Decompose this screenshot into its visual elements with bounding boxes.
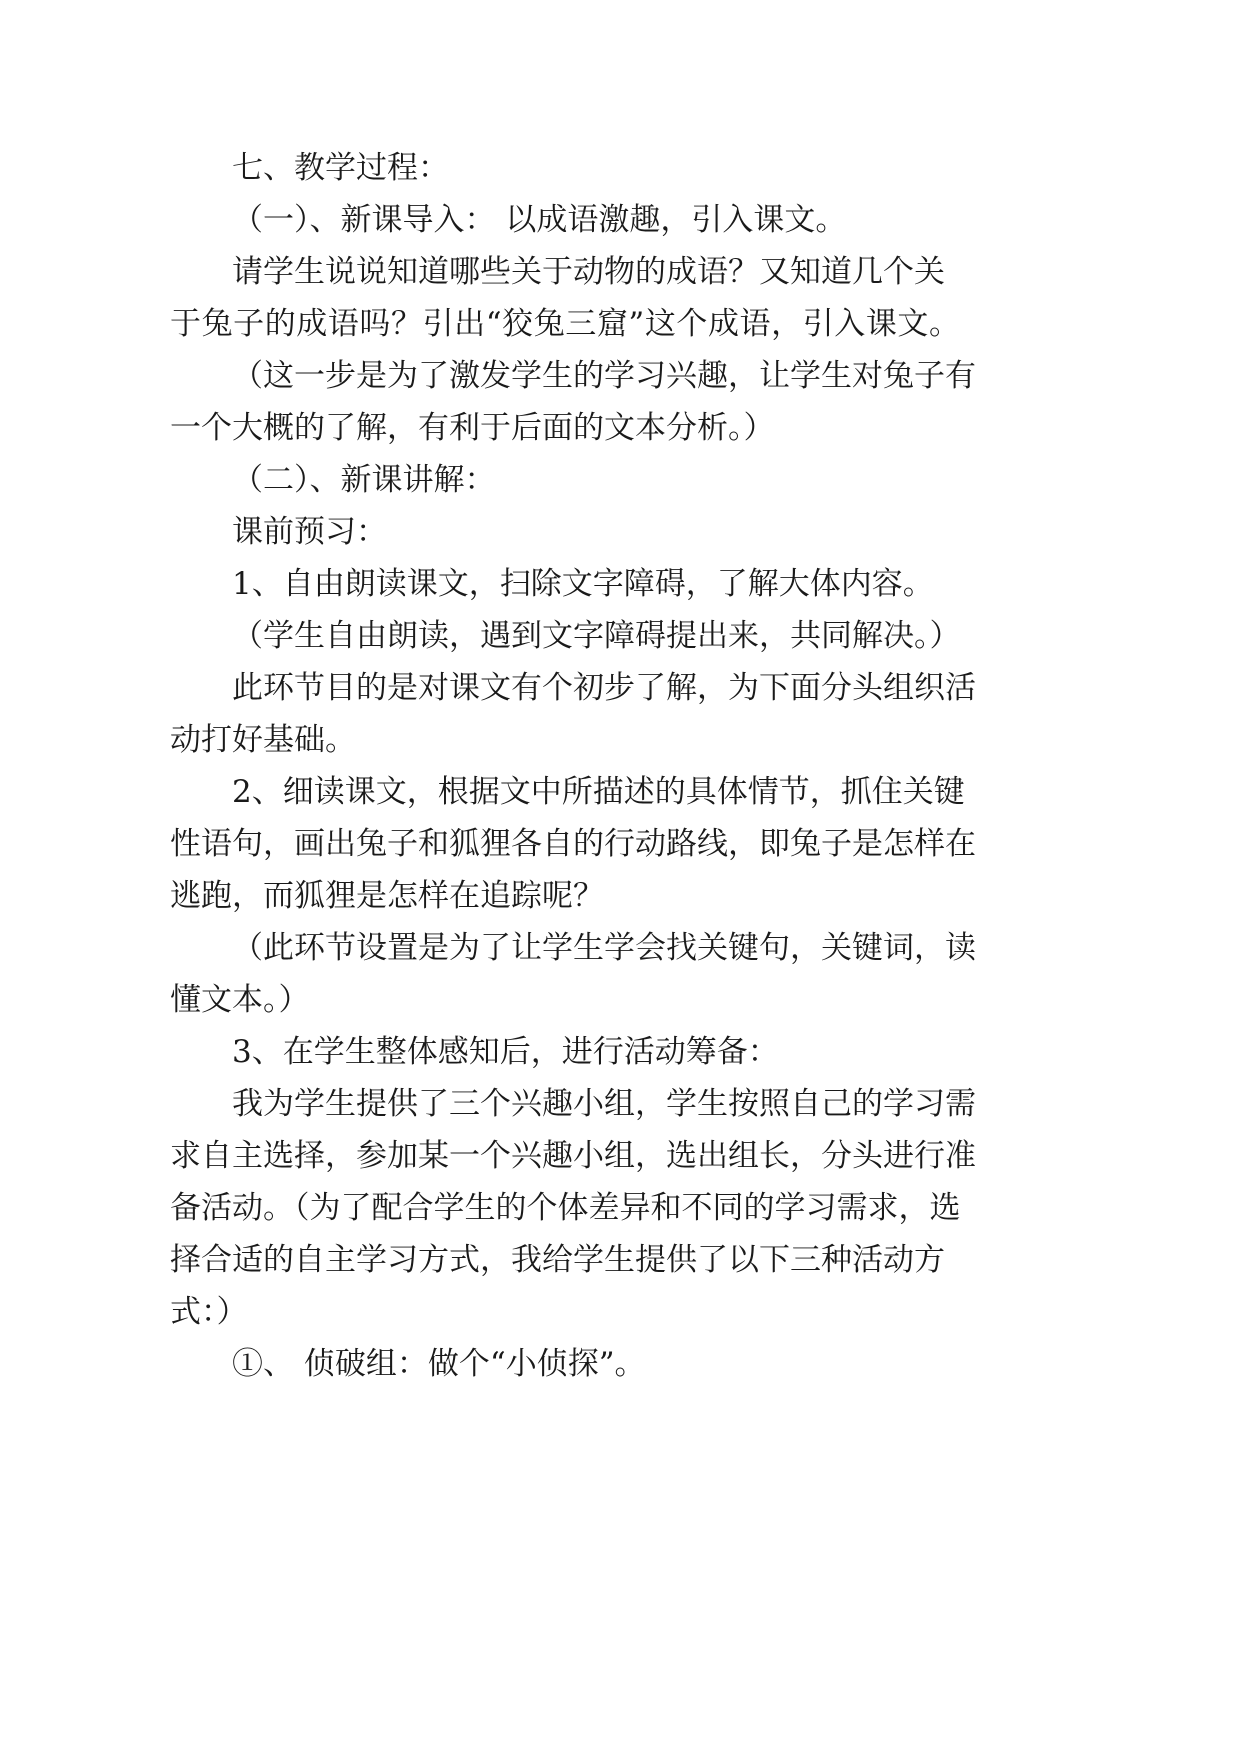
paragraph-line: 性语句，画出兔子和狐狸各自的行动路线，即兔子是怎样在 [170,826,976,862]
paragraph-label: 课前预习： [232,514,387,550]
subsection-heading-lecture: （二）、新课讲解： [232,462,496,498]
paragraph-line: 逃跑，而狐狸是怎样在追踪呢？ [170,878,604,914]
list-item: 3、在学生整体感知后，进行活动筹备： [232,1034,779,1070]
paragraph-line: （这一步是为了激发学生的学习兴趣，让学生对兔子有 [232,358,976,394]
paragraph-line: 动打好基础。 [170,722,356,758]
paragraph-line: 求自主选择，参加某一个兴趣小组，选出组长，分头进行准 [170,1138,976,1174]
paragraph-line: 我为学生提供了三个兴趣小组，学生按照自己的学习需 [232,1086,976,1122]
paragraph-line: 择合适的自主学习方式，我给学生提供了以下三种活动方 [170,1242,945,1278]
paragraph-line: 备活动。（为了配合学生的个体差异和不同的学习需求，选 [170,1190,961,1226]
paragraph-line: 于兔子的成语吗？引出“狡兔三窟”这个成语，引入课文。 [170,306,960,342]
paragraph-line: 懂文本。） [170,982,310,1018]
paragraph-line: （学生自由朗读，遇到文字障碍提出来，共同解决。） [232,618,961,654]
list-item: ①、 侦破组：做个“小侦探”。 [232,1346,646,1382]
list-item: 1、自由朗读课文，扫除文字障碍，了解大体内容。 [232,566,934,602]
paragraph-line: 此环节目的是对课文有个初步了解，为下面分头组织活 [232,670,976,706]
paragraph-line: （此环节设置是为了让学生学会找关键句，关键词，读 [232,930,976,966]
section-heading: 七、教学过程： [232,150,449,186]
list-item: 2、细读课文，根据文中所描述的具体情节，抓住关键 [232,774,965,810]
paragraph-line: 式：） [170,1294,248,1330]
paragraph-line: 请学生说说知道哪些关于动物的成语？又知道几个关 [232,254,945,290]
paragraph-line: 一个大概的了解，有利于后面的文本分析。） [170,410,775,446]
subsection-heading-intro: （一）、新课导入： 以成语激趣，引入课文。 [232,202,847,238]
